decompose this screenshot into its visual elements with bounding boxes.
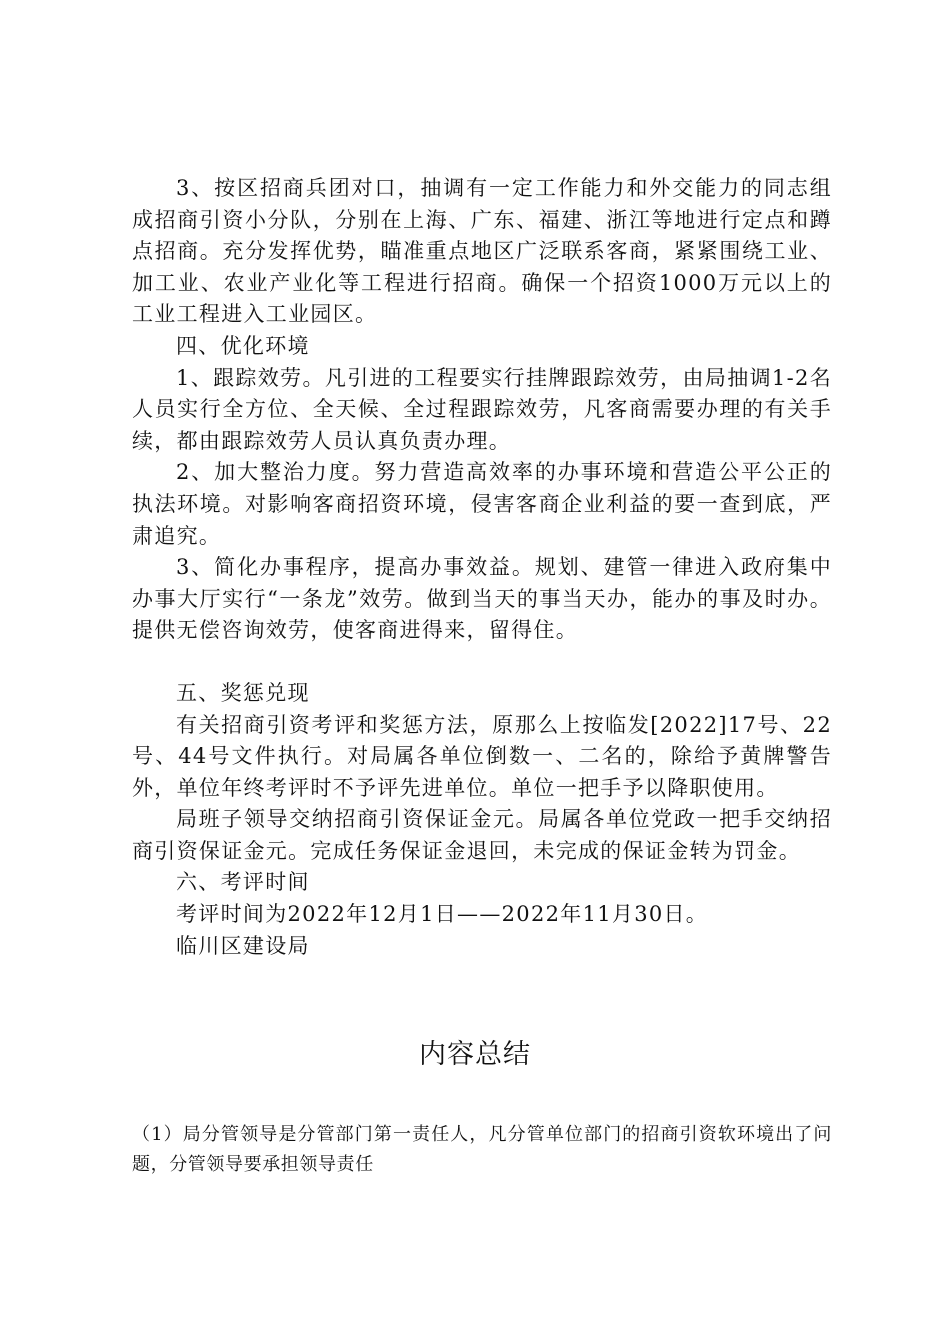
- paragraph-evaluation-period: 考评时间为2022年12月1日——2022年11月30日。: [176, 902, 709, 927]
- paragraph-investment-team: 3、按区招商兵团对口，抽调有一定工作能力和外交能力的同志组成招商引资小分队，分别在上海、广东、福建、浙江等地进行定点和蹲点招商。充分发挥优势，瞄准重点地区广泛联系客商，紧紧围绕工业、加工业、农业产业化等工程进行招商。确保一个招资1000万元以上的工业工程进入工业园区。: [132, 176, 832, 327]
- paragraph-rectification: 2、加大整治力度。努力营造高效率的办事环境和营造公平公正的执法环境。对影响客商招资环境，侵害客商企业利益的要一查到底，严肃追究。: [132, 460, 832, 548]
- summary-heading: 内容总结: [419, 1039, 531, 1070]
- document-body: [132, 173, 832, 962]
- paragraph-simplify-procedures: 3、简化办事程序，提高办事效益。规划、建管一律进入政府集中办事大厅实行“一条龙”效劳。做到当天的事当天办，能办的事及时办。提供无偿咨询效劳，使客商进得来，留得住。: [132, 555, 832, 643]
- section-heading-rewards-penalties: 五、奖惩兑现: [176, 680, 310, 705]
- summary-text: （1）局分管领导是分管部门第一责任人，凡分管单位部门的招商引资软环境出了问题，分管领导要承担领导责任: [132, 1124, 832, 1175]
- paragraph-deposit: 局班子领导交纳招商引资保证金元。局属各单位党政一把手交纳招商引资保证金元。完成任务保证金退回，未完成的保证金转为罚金。: [132, 807, 832, 863]
- section-heading-optimize-environment: 四、优化环境: [176, 333, 310, 358]
- paragraph-evaluation-rules: 有关招商引资考评和奖惩方法，原那么上按临发[2022]17号、22号、44号文件执行。对局属各单位倒数一、二名的，除给予黄牌警告外，单位年终考评时不予评先进单位。单位一把手予以降职使用。: [132, 712, 832, 800]
- section-heading-evaluation-time: 六、考评时间: [176, 870, 310, 895]
- paragraph-tracking-service: 1、跟踪效劳。凡引进的工程要实行挂牌跟踪效劳，由局抽调1-2名人员实行全方位、全天候、全过程跟踪效劳，凡客商需要办理的有关手续，都由跟踪效劳人员认真负责办理。: [132, 365, 832, 453]
- signature-issuer: 临川区建设局: [176, 933, 310, 958]
